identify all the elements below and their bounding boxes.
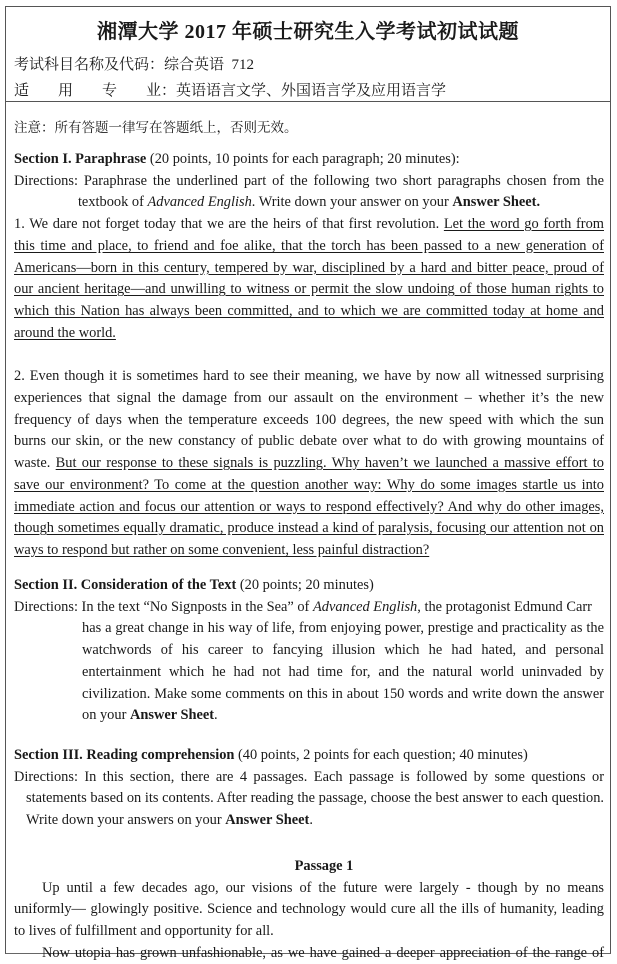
- section-3-directions: Directions: In this section, there are 4 passages. Each passage is followed by some questions or: [14, 768, 604, 785]
- section-1-meta: (20 points, 10 points for each paragraph; 20 minutes):: [146, 151, 460, 167]
- answer-sheet-label: Answer Sheet: [225, 812, 310, 829]
- answer-sheet-label: Answer Sheet.: [452, 194, 541, 211]
- major-label-char: 业：: [146, 83, 177, 99]
- section-1-directions-cont: [14, 192, 604, 214]
- section-3-meta: (40 points, 2 points for each question; 40 minutes): [234, 747, 528, 763]
- major-line: [14, 79, 446, 100]
- section-3-heading: [14, 745, 604, 767]
- major-label-char: 适: [14, 83, 30, 99]
- text: textbook of: [77, 194, 148, 211]
- notice: 注意：所有答题一律写在答题纸上，否则无效。: [14, 120, 298, 135]
- passage-1-paragraph: Now utopia has grown unfashionable, as we have gained a deeper appreciation of the range of: [42, 944, 604, 961]
- answer-sheet-label: Answer Sheet: [129, 707, 215, 724]
- exam-title: 湘潭大学 2017 年硕士研究生入学考试初试试题: [97, 21, 519, 43]
- exam-page-frame: [5, 6, 611, 961]
- paragraph-1-plain: 1. We dare not forget today that we are the heirs of that first revolution.: [14, 216, 444, 233]
- subject-value: 综合英语 712: [164, 57, 255, 73]
- section-1: [14, 149, 604, 562]
- subject-label: 考试科目名称及代码：: [14, 57, 165, 73]
- text: statements based on its contents. After reading the passage, choose the best answer to each question. Write down your answers on your: [26, 790, 604, 829]
- exam-header: [6, 7, 610, 102]
- text: . Write down your answer on your: [251, 194, 453, 211]
- major-label-char: 专: [102, 83, 118, 99]
- section-3-title: Section III. Reading comprehension: [14, 747, 235, 763]
- paragraph-2: [14, 366, 604, 561]
- passage-1-title: Passage 1: [294, 857, 354, 874]
- book-title: Advanced English: [312, 598, 418, 615]
- text: Directions: In the text “No Signposts in the Sea” of: [14, 598, 313, 615]
- passage-1-paragraph: Up until a few decades ago, our visions of the future were largely - though by no means uniformly— glowingly positive. Science and technology would cure all the ills of humanity, leading to lives of fulfillment and opportunity for all.: [14, 879, 604, 939]
- major-label-char: 用: [58, 83, 74, 99]
- text: .: [309, 812, 313, 829]
- section-2-directions: [14, 597, 604, 619]
- section-2-title: Section II. Consideration of the Text: [14, 577, 237, 593]
- text: , the protagonist Edmund Carr: [417, 598, 592, 615]
- section-1-title: Section I. Paraphrase: [14, 151, 147, 167]
- section-2-heading: [14, 575, 604, 597]
- section-2-directions-cont: [14, 618, 604, 727]
- paragraph-1-underlined: Let the word go forth from this time and place, to friend and foe alike, that the torch has been passed to a new generation of Americans—born in this century, tempered by war, disciplined by a hard and bitter peace, proud of our ancient heritage—and unwilling to witness or permit the slow undoing of those human rights to which this Nation has always been committed, and to which we are committed today at home and around the world.: [14, 216, 604, 341]
- major-value: 英语语言文学、外国语言学及应用语言学: [176, 83, 447, 99]
- section-1-directions: Directions: Paraphrase the underlined part of the following two short paragraphs chosen from the: [14, 172, 604, 189]
- book-title: Advanced English: [147, 194, 252, 211]
- section-3: [14, 745, 604, 964]
- paragraph-2-plain: 2. Even though it is sometimes hard to see their meaning, we have by now all witnessed surprising experiences that signal the damage from our assault on the environment – whether it’s the new frequency of days when the temperature exceeds 100 degrees, the new speed with which the sun burns our skin, or the new constancy of public debate over what to do with growing mountains of waste.: [14, 368, 604, 472]
- paragraph-2-underlined: But our response to these signals is puzzling. Why haven’t we launched a massive effort to save our environment? To come at the question another way: Why do some images startle us into immediate action and focus our attention or ways to respond effectively? And why do other images, though sometimes equally dramatic, produce instead a kind of paralysis, focusing our attention not on ways to respond but rather on some convenient, less painful distraction?: [14, 455, 604, 558]
- section-1-heading: [14, 149, 604, 171]
- paragraph-1: [14, 214, 604, 344]
- section-3-directions-cont: [14, 788, 604, 831]
- text: has a great change in his way of life, from enjoying power, prestige and practicality as the watchwords of his career to fancying illusion which he had hated, and personal entertainment which he had not had time for, and the natural world uninvaded by civilization. Make some comments on this in about 150 words and write down the answer on your: [82, 620, 604, 724]
- text: .: [214, 707, 218, 724]
- section-2: [14, 575, 604, 727]
- subject-line: [14, 53, 254, 74]
- section-2-meta: (20 points; 20 minutes): [236, 577, 374, 593]
